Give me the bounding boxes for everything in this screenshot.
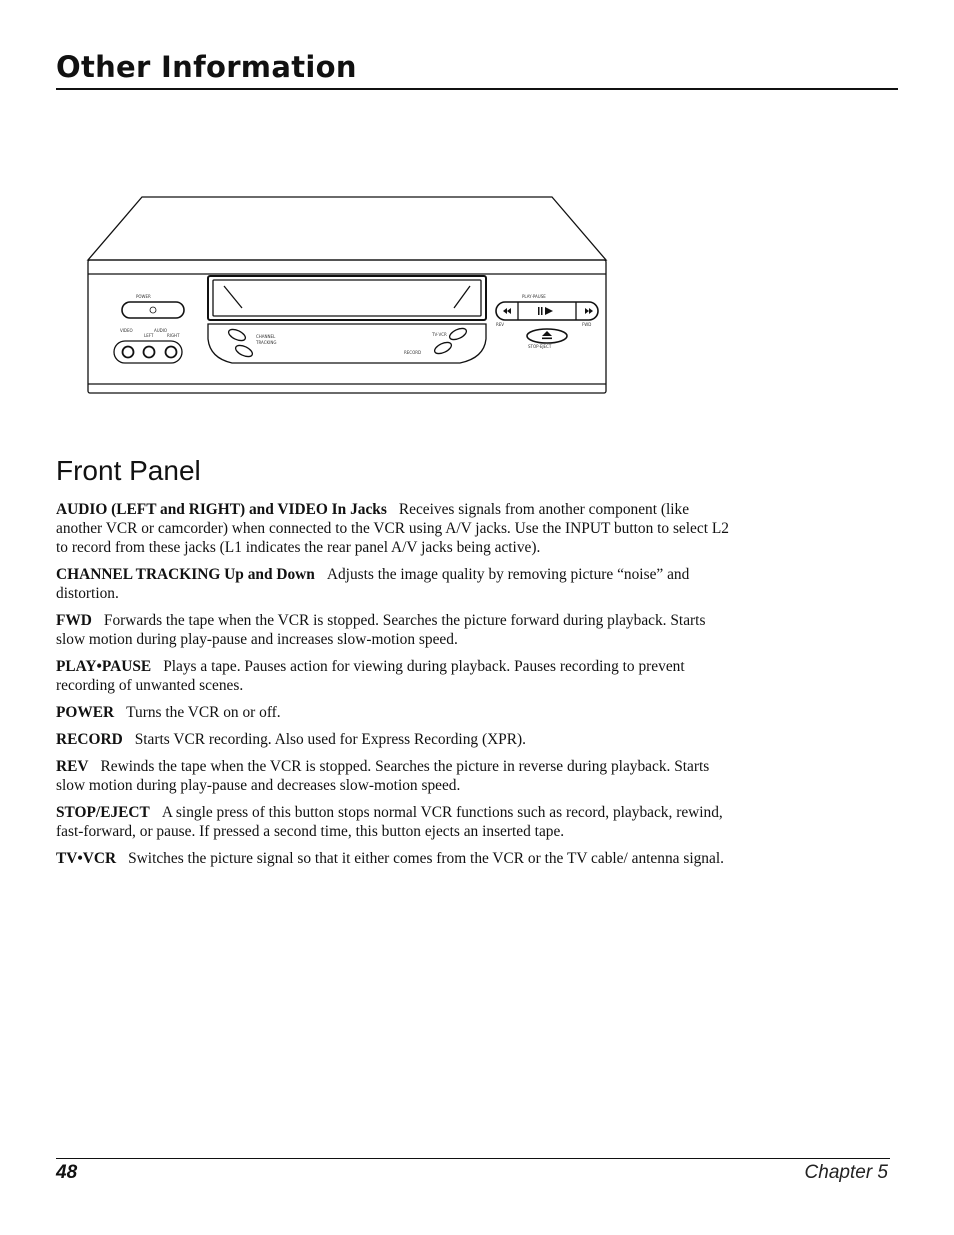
header-rule (56, 88, 898, 90)
definition-term: STOP/EJECT (56, 804, 150, 821)
page-header-title: Other Information (56, 50, 357, 84)
cassette-slot (208, 276, 486, 320)
right-label: RIGHT (167, 333, 180, 338)
definition-term: PLAY•PAUSE (56, 658, 152, 675)
video-label: VIDEO (120, 328, 133, 333)
definition-play-pause (56, 657, 731, 695)
definition-tv-vcr (56, 849, 731, 868)
definition-stop-eject (56, 803, 731, 841)
definition-term: AUDIO (LEFT and RIGHT) and VIDEO In Jacks (56, 501, 387, 518)
definition-fwd (56, 611, 731, 649)
channel-tracking-down-button (234, 343, 254, 359)
definition-term: FWD (56, 612, 92, 629)
tv-vcr-button (448, 326, 468, 342)
tv-vcr-label: TV·VCR (432, 332, 447, 337)
left-label: LEFT (144, 333, 154, 338)
chapter-label: Chapter 5 (804, 1162, 888, 1183)
definition-text: Switches the picture signal so that it either comes from the VCR or the TV cable/ antenna signal. (128, 850, 724, 867)
definition-rev (56, 757, 731, 795)
definition-text: Plays a tape. Pauses action for viewing during playback. Pauses recording to prevent recording of unwanted scenes. (56, 658, 685, 694)
vcr-top-lid (88, 197, 606, 260)
power-label: POWER (136, 294, 151, 299)
audio-left-jack (144, 347, 155, 358)
record-label: RECORD (404, 350, 422, 355)
page-number: 48 (56, 1162, 78, 1183)
definition-channel-tracking (56, 565, 731, 603)
vcr-front-panel-illustration (86, 194, 610, 402)
definition-term: CHANNEL TRACKING Up and Down (56, 566, 315, 583)
definition-text: Turns the VCR on or off. (126, 704, 281, 721)
video-jack (123, 347, 134, 358)
channel-label: CHANNEL (256, 334, 276, 339)
definition-text: Receives signals from another component (like another VCR or camcorder) when connected to the VCR using A/V jacks. Use the INPUT button to select L2 to record from these jacks (L1 indicates the rear panel A/V jacks being active). (56, 501, 729, 556)
definition-text: Starts VCR recording. Also used for Express Recording (XPR). (134, 731, 526, 748)
channel-tracking-up-button (227, 327, 247, 343)
definition-text: Adjusts the image quality by removing picture “noise” and distortion. (56, 566, 690, 602)
record-button (433, 340, 453, 356)
tracking-label: TRACKING (256, 340, 277, 345)
play-pause-label: PLAY·PAUSE (522, 294, 546, 299)
rev-label: REV (496, 322, 505, 327)
fwd-label: FWD (582, 322, 592, 327)
section-title: Front Panel (56, 455, 201, 486)
definition-text: Forwards the tape when the VCR is stopped. Searches the picture forward during playback. Starts slow motion during play-pause and increases slow-motion speed. (56, 612, 706, 648)
definition-text: A single press of this button stops normal VCR functions such as record, playback, rewind, fast-forward, or pause. If pressed a second time, this button ejects an inserted tape. (56, 804, 723, 840)
definition-term: TV•VCR (56, 850, 117, 867)
lower-control-panel (208, 324, 486, 363)
audio-label: AUDIO (154, 328, 168, 333)
footer-rule (56, 1158, 890, 1159)
definition-term: POWER (56, 704, 115, 721)
definition-term: REV (56, 758, 89, 775)
definition-text: Rewinds the tape when the VCR is stopped. Searches the picture in reverse during playback. Starts slow motion during play-pause and decreases slow-motion speed. (56, 758, 710, 794)
av-jack-panel (114, 341, 182, 363)
definition-list (56, 500, 731, 876)
definition-record (56, 730, 731, 749)
stop-eject-label: STOP·EJECT (528, 344, 552, 349)
definition-power (56, 703, 731, 722)
audio-right-jack (166, 347, 177, 358)
definition-audio-video-jacks (56, 500, 731, 557)
definition-term: RECORD (56, 731, 123, 748)
power-button (122, 302, 184, 318)
